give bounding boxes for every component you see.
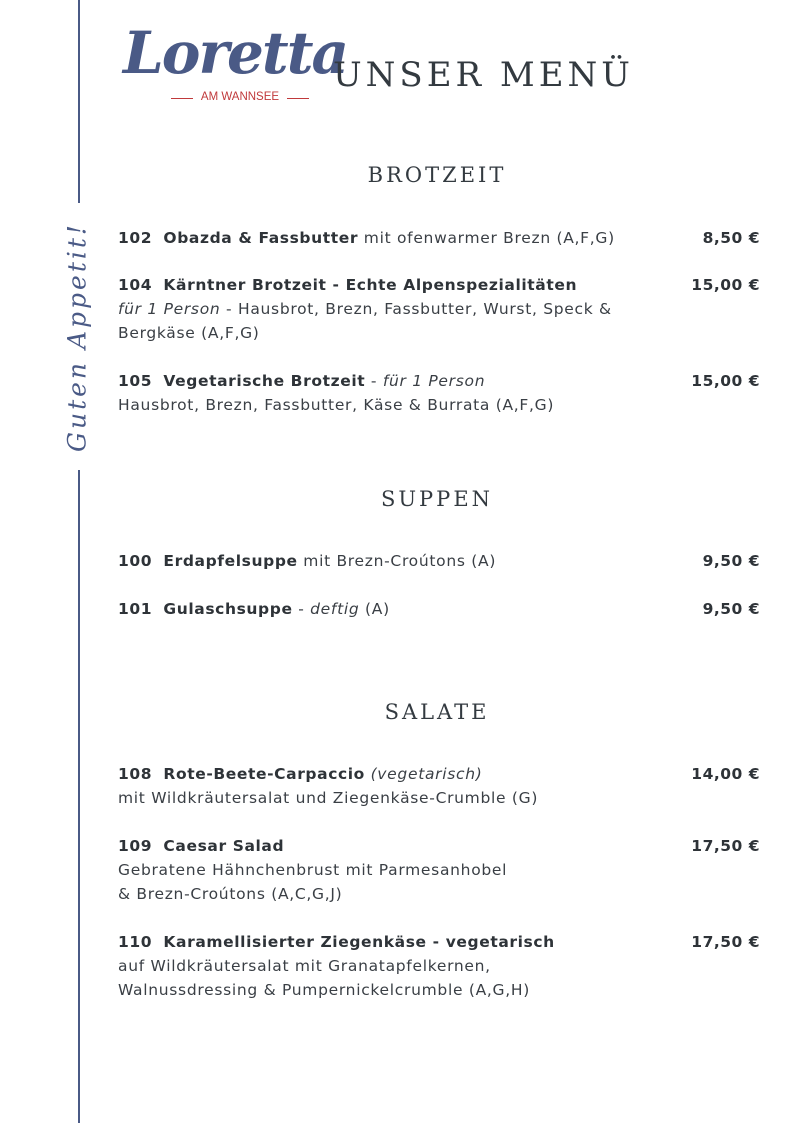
item-price: 14,00 €	[691, 765, 760, 783]
item-name: Obazda & Fassbutter	[163, 229, 359, 247]
item-number: 109	[118, 837, 153, 855]
section-title-suppen: SUPPEN	[380, 487, 494, 511]
item-description-line: Walnussdressing & Pumpernickelcrumble (A,G,H)	[118, 981, 530, 999]
item-number: 110	[118, 933, 153, 951]
item-portion: für 1 Person	[382, 372, 486, 390]
item-name: Erdapfelsuppe	[163, 552, 298, 570]
item-separator: -	[292, 600, 311, 618]
item-line	[118, 226, 760, 250]
item-price: 17,50 €	[691, 933, 760, 951]
menu-item-109	[118, 834, 760, 906]
item-description-line: mit Wildkräutersalat und Ziegenkäse-Crumble (G)	[118, 789, 539, 807]
page-title: UNSER MENÜ	[333, 55, 634, 95]
item-price: 8,50 €	[702, 229, 760, 247]
item-description: mit ofenwarmer Brezn (A,F,G)	[358, 229, 615, 247]
item-note: deftig	[310, 600, 360, 618]
logo-subtitle: AM WANNSEE	[173, 92, 307, 104]
item-line	[118, 762, 760, 786]
item-line	[118, 834, 760, 858]
item-description-line: Hausbrot, Brezn, Fassbutter, Käse & Burrata (A,F,G)	[118, 396, 555, 414]
item-number: 102	[118, 229, 153, 247]
item-name: Rote-Beete-Carpaccio	[163, 765, 365, 783]
menu-item-110	[118, 930, 760, 1002]
item-portion: für 1 Person	[118, 300, 221, 318]
item-price: 9,50 €	[702, 600, 760, 618]
item-separator: -	[365, 372, 383, 390]
section-title-brotzeit: BROTZEIT	[367, 163, 507, 187]
logo-wordmark: Loretta	[123, 19, 348, 87]
item-description: mit Brezn-Croútons (A)	[297, 552, 497, 570]
item-line	[118, 930, 760, 954]
item-line	[118, 273, 760, 297]
item-number: 100	[118, 552, 153, 570]
item-price: 15,00 €	[691, 372, 760, 390]
item-allergens: (A)	[359, 600, 390, 618]
item-description: - Hausbrot, Brezn, Fassbutter, Wurst, Speck &	[220, 300, 612, 318]
item-name: Gulaschsuppe	[163, 600, 293, 618]
left-rule-bottom	[78, 470, 80, 1123]
item-description-line: auf Wildkräutersalat mit Granatapfelkernen,	[118, 957, 491, 975]
menu-item-104	[118, 273, 760, 345]
restaurant-logo	[121, 19, 348, 110]
item-name: Kärntner Brotzeit - Echte Alpenspezialitäten	[163, 276, 578, 294]
section-title-salate: SALATE	[384, 700, 490, 724]
item-number: 108	[118, 765, 153, 783]
item-note: (vegetarisch)	[364, 765, 483, 783]
item-line	[118, 597, 760, 621]
menu-item-102	[118, 226, 760, 250]
item-price: 15,00 €	[691, 276, 760, 294]
menu-item-108	[118, 762, 760, 810]
item-line	[118, 549, 760, 573]
item-number: 104	[118, 276, 153, 294]
item-name: Karamellisierter Ziegenkäse - vegetarisch	[163, 933, 555, 951]
item-description-line: & Brezn-Croútons (A,C,G,J)	[118, 885, 343, 903]
item-line	[118, 369, 760, 393]
item-price: 9,50 €	[702, 552, 760, 570]
item-name: Vegetarische Brotzeit	[163, 372, 366, 390]
item-description-line: Gebratene Hähnchenbrust mit Parmesanhobel	[118, 861, 508, 879]
item-name: Caesar Salad	[163, 837, 285, 855]
item-number: 105	[118, 372, 153, 390]
menu-item-101	[118, 597, 760, 621]
item-description-line: Bergkäse (A,F,G)	[118, 324, 260, 342]
item-description-line	[118, 297, 760, 321]
menu-item-105	[118, 369, 760, 417]
item-number: 101	[118, 600, 153, 618]
menu-item-100	[118, 549, 760, 573]
item-price: 17,50 €	[691, 837, 760, 855]
